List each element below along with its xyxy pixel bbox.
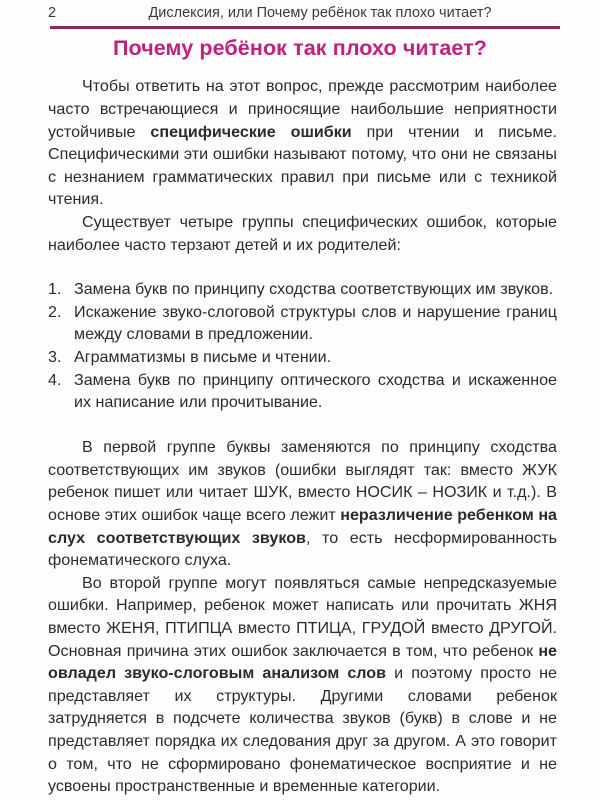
section-heading: Почему ребёнок так плохо читает?: [112, 36, 488, 60]
paragraph-4-text-part-1: Во второй группе могут появляться самые непредсказуемые ошибки. Например, ребенок может написать или прочитать ЖНЯ вместо ЖЕНЯ, ПТИПЦА вместо ПТИЦА, ГРУДОЙ вместо ДРУГОЙ. Основная причина этих ошибок заключается в том, что ребенок: [48, 573, 557, 660]
list-item: Замена букв по принципу оптического сходства и искаженное их написание или прочитывание.: [74, 370, 557, 412]
paragraph-1: [48, 75, 557, 211]
paragraph-3-bold-term: неразличение ребенком на слух соответствующих звуков: [48, 506, 557, 547]
paragraph-3: [48, 436, 557, 572]
page-number: 2: [48, 5, 57, 21]
list-item: Искажение звуко-слоговой структуры слов и нарушение границ между словами в предложении.: [74, 302, 557, 344]
running-head: [0, 0, 600, 22]
list-item: Замена букв по принципу сходства соответствующих им звуков.: [74, 280, 554, 299]
paragraph-3-text-part-1: В первой группе буквы заменяются по принципу сходства соответствующих им звуков (ошибки выглядят так: вместо ЖУК ребенок пишет или читает ШУК, вместо НОСИК – НОЗИК и т.д.). В основе этих ошибок чаще всего лежит: [48, 438, 557, 525]
paragraph-3-text-part-2: , то есть несформированность фонематического слуха.: [48, 528, 557, 570]
paragraph-4-bold-term: не овладел звуко-слоговым анализом слов: [48, 641, 557, 683]
paragraph-2: Существует четыре группы специфических ошибок, которые наиболее часто терзают детей и их родителей:: [48, 212, 557, 254]
paragraph-1-bold-term: специфические ошибки: [150, 122, 352, 141]
paragraph-4-text-part-2: и поэтому просто не представляет их структуры. Другими словами ребенок затрудняется в подсчете количества звуков (букв) в слове и не представляет порядка их следования друг за другом. А это говорит о том, что не сформировано фонематическое восприятие и не усвоены пространственные и временные категории.: [48, 664, 558, 796]
paragraph-4: [48, 572, 557, 798]
list-item: Аграмматизмы в письме и чтении.: [74, 347, 332, 366]
error-groups-list: [48, 278, 557, 414]
paragraph-1-text-part-1: Чтобы ответить на этот вопрос, прежде рассмотрим наиболее часто встречающиеся и приносящие наибольшие неприятности устойчивые: [48, 77, 557, 141]
paragraph-1-text-part-2: при чтении и письме. Специфическими эти ошибки называют потому, что они не связаны с незнанием грамматических правил при письме или с техникой чтения.: [48, 122, 557, 209]
body-text-column: [0, 75, 600, 797]
header-divider-rule: [50, 26, 560, 29]
running-head-title: Дислексия, или Почему ребёнок так плохо читает?: [148, 5, 492, 21]
